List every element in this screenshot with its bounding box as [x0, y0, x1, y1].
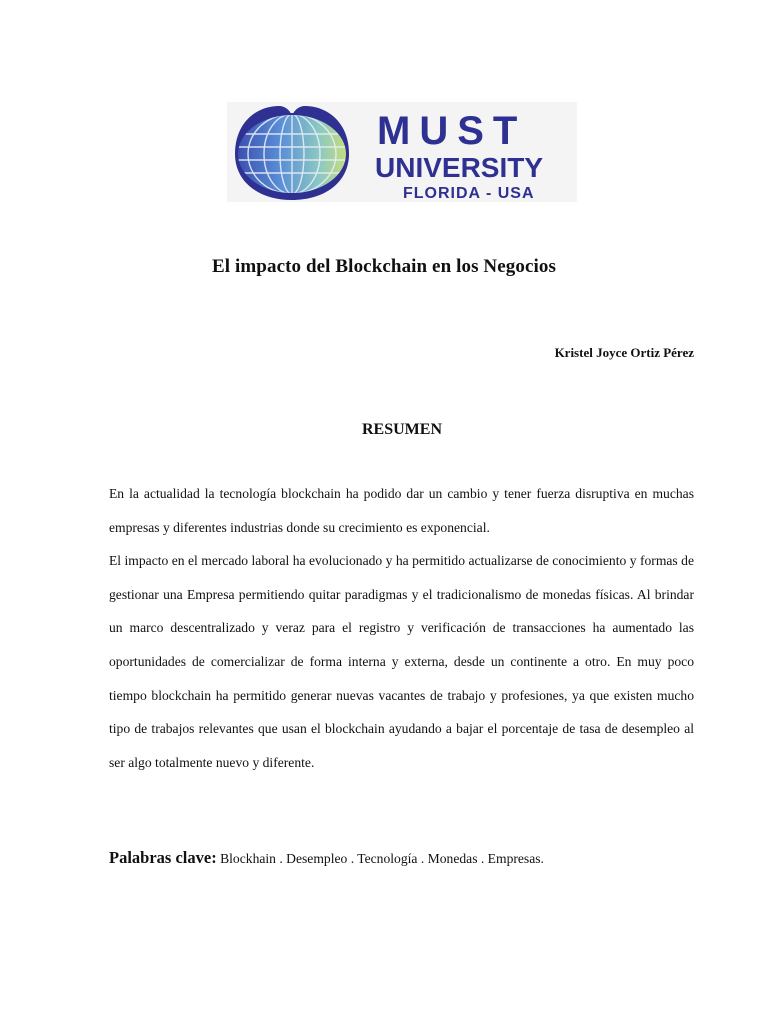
keywords-label: Palabras clave:	[109, 848, 217, 867]
university-logo	[227, 102, 577, 202]
author-name: Kristel Joyce Ortiz Pérez	[554, 345, 694, 360]
abstract-paragraph: En la actualidad la tecnología blockchain ha podido dar un cambio y tener fuerza disruptiva en muchas empresas y diferentes industrias donde su crecimiento es exponencial.	[109, 486, 694, 535]
document-title: El impacto del Blockchain en los Negocios	[212, 256, 556, 277]
abstract-paragraph: El impacto en el mercado laboral ha evolucionado y ha permitido actualizarse de conocimiento y formas de gestionar una Empresa permitiendo quitar paradigmas y el tradicionalismo de monedas físicas. Al brindar un marco descentralizado y veraz para el registro y verificación de transacciones ha aumentado las oportunidades de comercializar de forma interna y externa, desde un continente a otro. En muy poco tiempo blockchain ha permitido generar nuevas vacantes de trabajo y profesiones, ya que existen mucho tipo de trabajos relevantes que usan el blockchain ayudando a bajar el porcentaje de tasa de desempleo al ser algo totalmente nuevo y diferente.	[109, 553, 694, 770]
keywords-line	[109, 848, 709, 868]
logo-line1: MUST	[377, 109, 527, 153]
abstract-body	[109, 477, 694, 779]
keywords-list: Blockhain . Desempleo . Tecnología . Monedas . Empresas.	[220, 851, 544, 866]
must-university-logo-icon	[227, 102, 577, 202]
logo-line2: UNIVERSITY	[375, 152, 544, 183]
abstract-heading: RESUMEN	[361, 421, 442, 438]
logo-line3: FLORIDA - USA	[403, 185, 535, 202]
